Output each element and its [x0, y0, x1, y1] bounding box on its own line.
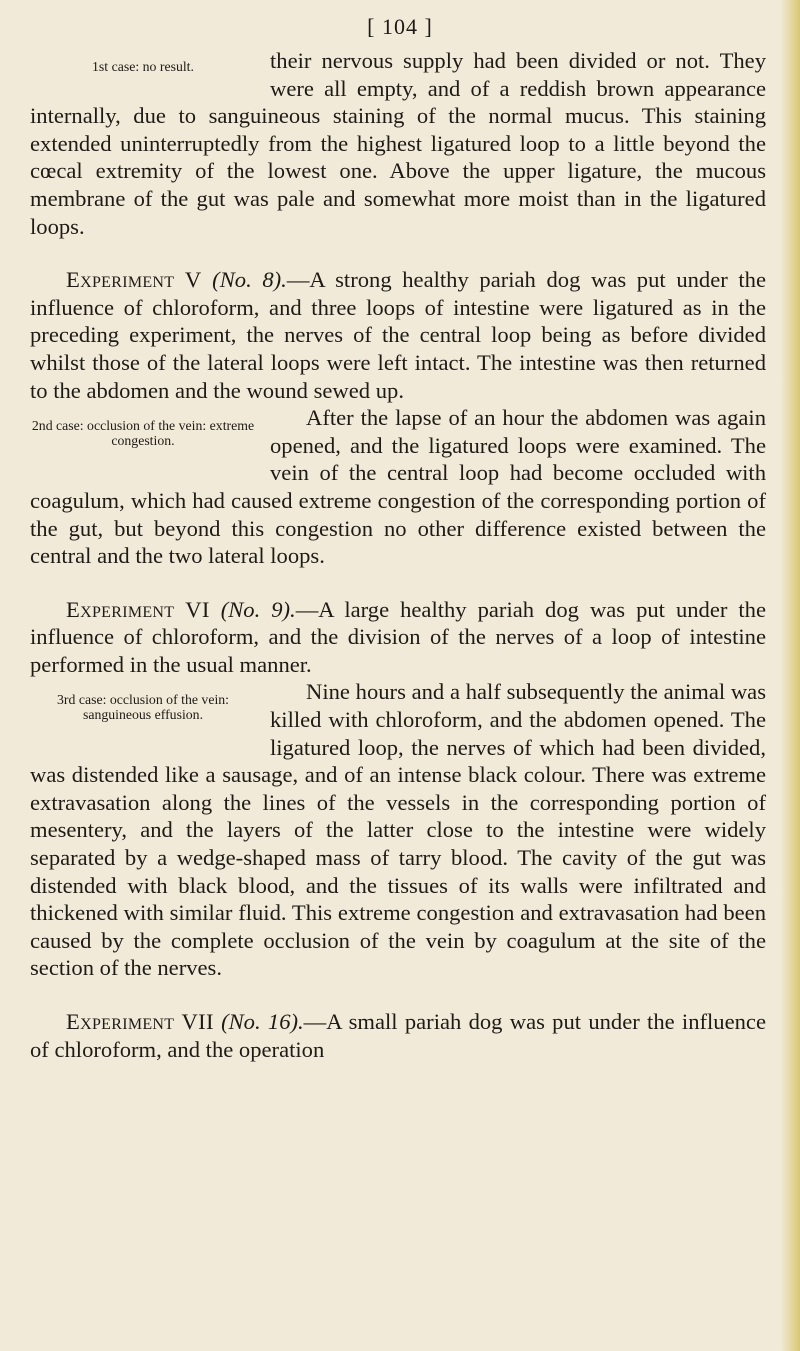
experiment-7-number: (No. 16).: [221, 1009, 304, 1034]
margin-note-first-case: 1st case: no result.: [92, 59, 194, 74]
experiment-7-text: —A small pariah dog was put under the influence of chloroform, and the operation: [30, 1009, 766, 1062]
page-number: [ 104 ]: [367, 14, 433, 39]
experiment-5-paragraph-2: [30, 404, 766, 570]
body-text: [30, 47, 766, 1063]
experiment-5-heading: Experiment V: [66, 267, 202, 293]
experiment-7-heading: Experiment VII: [66, 1009, 214, 1034]
experiment-6-paragraph: [30, 596, 766, 679]
paragraph-1-text: their nervous supply had been divided or not. They were all empty, and of a reddish brown appearance internally, due to sanguineous staining of the normal mucus. This staining extended uninterruptedly from the highest ligatured loop to a little beyond the cœcal extremity of the lowest one. Above the upper ligature, the mucous membrane of the gut was pale and somewhat more moist than in the ligatured loops.: [30, 48, 766, 239]
experiment-6-text-2: Nine hours and a half subsequently the animal was killed with chloroform, and the abdomen opened. The ligatured loop, the nerves of which had been divided, was distended like a sausage, and of an intense black colour. There was extreme extravasation along the lines of the vessels in the corresponding portion of mesentery, and the layers of the latter close to the intestine were widely separated by a wedge-shaped mass of tarry blood. The cavity of the gut was distended with black blood, and the tissues of its walls were infiltrated and thickened with similar fluid. This extreme congestion and extravasation had been caused by the complete occlusion of the vein by coagulum at the site of the section of the nerves.: [30, 679, 766, 981]
experiment-6-text: —A large healthy pariah dog was put under the influence of chloroform, and the division of the nerves of a loop of intestine performed in the usual manner.: [30, 596, 766, 677]
experiment-6-heading: Experiment VI: [66, 596, 210, 622]
experiment-6-number: (No. 9).: [220, 596, 296, 622]
experiment-6-paragraph-2: [30, 678, 766, 982]
experiment-5-text: —A strong healthy pariah dog was put under the influence of chloroform, and three loops of intestine were ligatured as in the preceding experiment, the nerves of the central loop being as before divided whilst those of the lateral loops were left intact. The intestine was then returned to the abdomen and the wound sewed up.: [30, 267, 767, 403]
experiment-7-paragraph: [30, 1008, 766, 1063]
margin-note-third-case: 3rd case: occlusion of the vein: sanguineous effusion.: [56, 692, 230, 723]
page-edge: [782, 0, 800, 1351]
margin-note-second-case: 2nd case: occlusion of the vein: extreme congestion.: [31, 418, 255, 449]
experiment-5-paragraph: [30, 266, 766, 404]
paragraph-continuation: [30, 47, 766, 240]
experiment-5-number: (No. 8).: [212, 267, 287, 293]
experiment-5-text-2: After the lapse of an hour the abdomen was again opened, and the ligatured loops were examined. The vein of the central loop had become occluded with coagulum, which had caused extreme congestion of the corresponding portion of the gut, but beyond this congestion no other difference existed between the central and the two lateral loops.: [30, 405, 766, 569]
page-number-value: 104: [382, 14, 418, 39]
